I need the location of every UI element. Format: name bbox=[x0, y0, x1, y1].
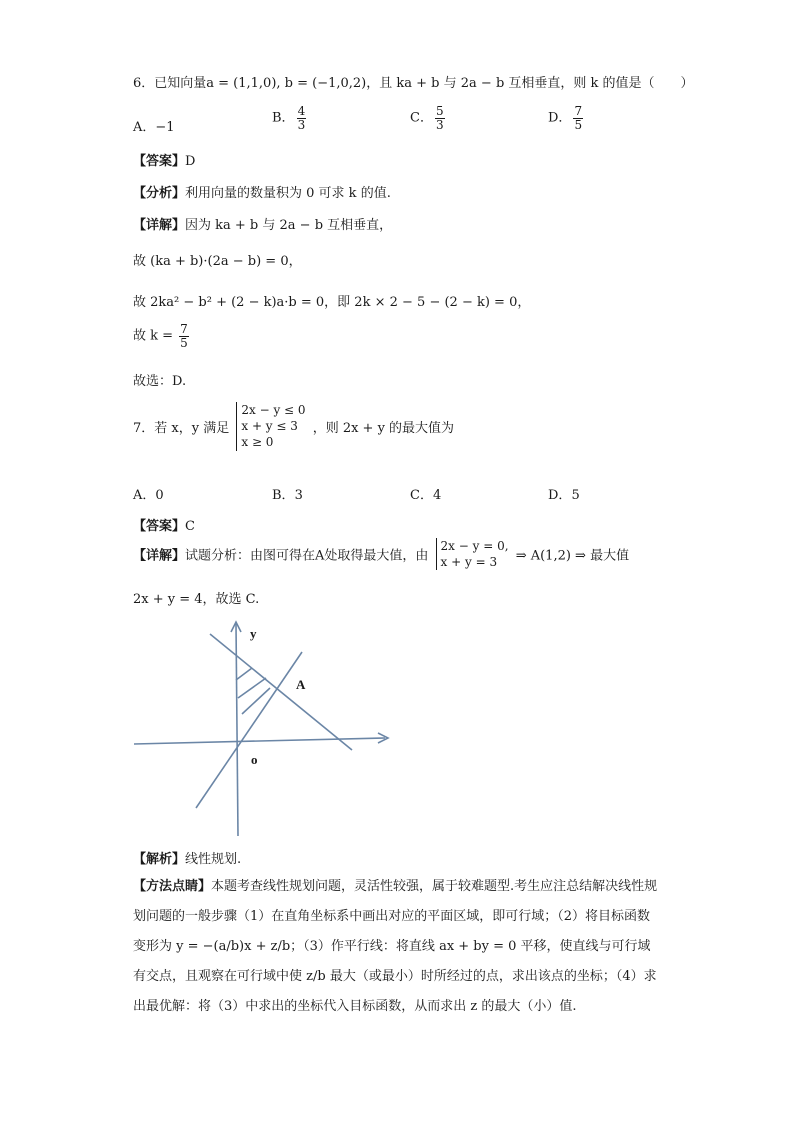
q6-detail-line4: 故 k = $\frac{7}{5}$ bbox=[133, 322, 188, 350]
hatch-1 bbox=[236, 668, 252, 680]
q6-option-a bbox=[133, 116, 175, 135]
analysis-text: 利用向量的数量积为 0 可求 k 的值. bbox=[185, 186, 391, 201]
solve-system: 2x − y = 0, x + y = 3 bbox=[436, 538, 509, 570]
q7-option-c: C．4 bbox=[410, 488, 442, 503]
q6-analysis bbox=[133, 182, 391, 201]
q6-option-b bbox=[272, 105, 308, 131]
q6-conclusion: 故选：D. bbox=[133, 374, 187, 389]
line-x-plus-y-eq-3 bbox=[210, 634, 352, 750]
q6-detail bbox=[133, 214, 392, 233]
point-a-label: A bbox=[296, 677, 306, 692]
option-label: A． bbox=[133, 120, 156, 135]
q7-analysis: 【解析】线性规划. bbox=[133, 852, 242, 867]
q7-detail-line2: 2x + y = 4，故选 C. bbox=[133, 592, 260, 607]
line-2x-minus-y-eq-0 bbox=[196, 652, 302, 808]
detail-tag: 【详解】 bbox=[133, 218, 186, 233]
q7-method: 【方法点睛】本题考查线性规划问题，灵活性较强，属于较难题型.考生应注总结解决线性规划问题的一般步骤（1）在直角坐标系中画出对应的平面区域，即可行域；（2）将目标函数变形为 y = −(a/b)x + z/b；（3）作平行线：将直线 ax + by = 0 平移，使直线与可行域有交点，且观察在可行域中使 z/b 最大（或最小）时所经过的点，求出该点的坐标；（4）求出最优解：将（3）中求出的坐标代入目标函数，从而求出 z 的最大（小）值. bbox=[133, 879, 658, 1014]
q7-option-d: D．5 bbox=[548, 488, 580, 503]
k-fraction: $\frac{7}{5}$ bbox=[180, 322, 188, 350]
x-axis bbox=[134, 738, 385, 744]
answer-tag: 【答案】 bbox=[133, 154, 186, 169]
feasible-region-graph bbox=[130, 618, 400, 840]
detail-text: 因为 ka + b 与 2a − b 互相垂直， bbox=[185, 218, 393, 233]
option-label: D． bbox=[548, 110, 572, 126]
option-fraction: $\frac{7}{5}$ bbox=[574, 104, 583, 132]
q7-answer: 【答案】C bbox=[133, 519, 195, 534]
option-label: C． bbox=[410, 110, 433, 126]
option-fraction: $\frac{5}{3}$ bbox=[435, 104, 444, 132]
y-axis-label: y bbox=[250, 626, 257, 641]
q7-detail: 【详解】试题分析：由图可得在A处取得最大值，由 2x − y = 0, x + y = 3 ⇒ A(1,2) ⇒ 最大值 bbox=[133, 539, 630, 570]
q6-option-c bbox=[410, 105, 447, 131]
q7-option-b: B．3 bbox=[272, 488, 303, 503]
analysis-tag: 【分析】 bbox=[133, 186, 186, 201]
q7-option-a: A．0 bbox=[133, 488, 164, 503]
q6-option-d bbox=[548, 105, 585, 131]
q6-answer bbox=[133, 150, 195, 169]
option-value: −1 bbox=[155, 120, 175, 135]
q6-detail-line2: 故 (ka + b)·(2a − b) = 0， bbox=[133, 254, 302, 269]
q6-detail-line3: 故 2ka² − b² + (2 − k)a·b = 0，即 2k × 2 − 5 − (2 − k) = 0， bbox=[133, 295, 531, 310]
option-label: B． bbox=[272, 110, 295, 126]
constraint-system: 2x − y ≤ 0 x + y ≤ 3 x ≥ 0 bbox=[236, 402, 305, 451]
q6-stem: 6．已知向量a = (1,1,0), b = (−1,0,2)，且 ka + b 与 2a − b 互相垂直，则 k 的值是（ ） bbox=[133, 76, 694, 91]
answer-value: D bbox=[185, 154, 196, 169]
q7-stem: 7．若 x，y 满足 2x − y ≤ 0 x + y ≤ 3 x ≥ 0 ，则 2x + y 的最大值为 bbox=[133, 403, 455, 450]
origin-label: o bbox=[251, 752, 258, 767]
option-fraction: $\frac{4}{3}$ bbox=[297, 104, 306, 132]
